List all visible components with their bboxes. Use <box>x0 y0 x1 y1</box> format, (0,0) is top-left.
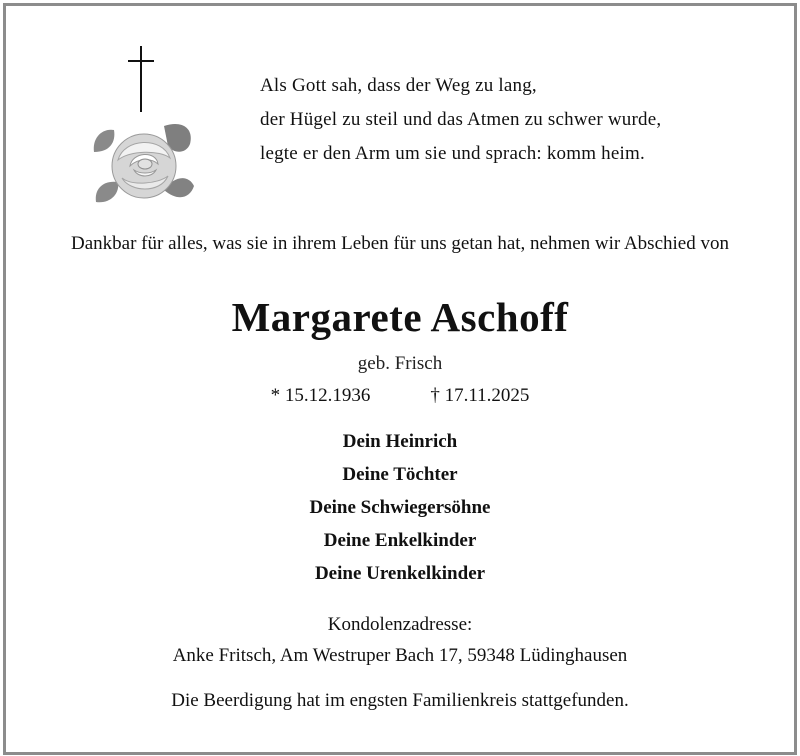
birth-date: * 15.12.1936 <box>270 385 371 406</box>
deceased-name: Margarete Aschoff <box>231 294 569 340</box>
life-dates <box>6 385 794 407</box>
condolence-address: Anke Fritsch, Am Westruper Bach 17, 59348 Lüdinghausen <box>172 645 628 666</box>
mourner-item: Deine Schwiegersöhne <box>309 497 491 518</box>
cross-icon <box>128 46 154 112</box>
mourner-item: Deine Töchter <box>342 464 458 485</box>
funeral-note: Die Beerdigung hat im engsten Familienkreis stattgefunden. <box>171 690 629 711</box>
obituary-card <box>3 3 797 755</box>
condolence-label: Kondolenzadresse: <box>327 614 473 635</box>
poem <box>260 69 661 171</box>
poem-line: legte er den Arm um sie und sprach: komm heim. <box>260 143 645 164</box>
condolence-block <box>6 609 794 671</box>
poem-line: Als Gott sah, dass der Weg zu lang, <box>260 75 537 96</box>
intro-text: Dankbar für alles, was sie in ihrem Leben für uns getan hat, nehmen wir Abschied von <box>71 233 729 254</box>
poem-line: der Hügel zu steil und das Atmen zu schwer wurde, <box>260 109 662 130</box>
rose-icon <box>94 124 194 202</box>
maiden-name: geb. Frisch <box>357 353 443 374</box>
mourners-list <box>6 425 794 590</box>
cross-and-rose-symbol <box>90 42 200 217</box>
mourner-item: Deine Enkelkinder <box>323 530 477 551</box>
death-date: † 17.11.2025 <box>430 385 530 406</box>
mourner-item: Dein Heinrich <box>342 431 458 452</box>
mourner-item: Deine Urenkelkinder <box>314 563 486 584</box>
